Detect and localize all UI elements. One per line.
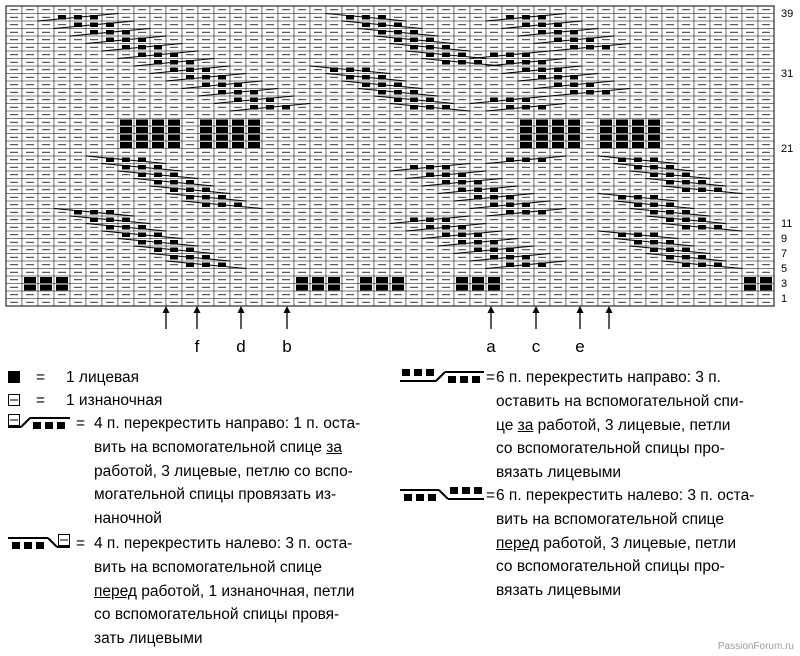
knit-cell	[568, 135, 580, 141]
knit-cell	[328, 277, 340, 283]
knit-cell	[392, 285, 404, 291]
knit-cell	[648, 142, 660, 148]
knit-cell	[520, 120, 532, 126]
row-number-31: 31	[781, 68, 794, 80]
knit-cell	[456, 277, 468, 283]
knit-cell	[648, 120, 660, 126]
knit-cell	[24, 285, 36, 291]
cross-4-left-icon	[8, 534, 70, 554]
knit-cell	[312, 277, 324, 283]
knit-cell	[520, 135, 532, 141]
cross-4-right-icon	[8, 414, 70, 434]
knit-cell	[376, 285, 388, 291]
row-number-39: 39	[781, 8, 794, 20]
knit-cell	[120, 135, 132, 141]
knit-cell	[232, 135, 244, 141]
knit-cell	[536, 120, 548, 126]
legend-cross-4-left-line-3: работой, 1 изнаночная, петли	[136, 582, 355, 600]
knit-cell	[616, 120, 628, 126]
knit-cell	[392, 277, 404, 283]
knit-cell	[232, 127, 244, 133]
row-number-3: 3	[781, 278, 788, 290]
legend-cross-4-right-equals: =	[76, 415, 86, 432]
marker-arrowhead	[606, 306, 613, 313]
knit-cell	[120, 120, 132, 126]
legend-knit	[8, 366, 388, 390]
legend-cross-4-right-line-3: работой, 3 лицевые, петлю со вспо-	[94, 462, 353, 480]
knit-cell	[552, 127, 564, 133]
legend-cross-6-right	[400, 366, 795, 486]
legend-cross-4-right-line-5: наночной	[94, 510, 162, 528]
knit-cell	[120, 142, 132, 148]
knit-cell	[600, 127, 612, 133]
legend-cross-6-right-underlined: за	[517, 416, 534, 434]
knit-cell	[152, 135, 164, 141]
knit-cell	[568, 142, 580, 148]
legend-cross-4-right-line-1: 4 п. перекрестить направо: 1 п. оста-	[94, 415, 361, 432]
legend-knit-equals: =	[36, 369, 46, 386]
knit-cell	[520, 127, 532, 133]
knit-cell	[632, 127, 644, 133]
knit-cell	[600, 120, 612, 126]
knit-cell	[600, 135, 612, 141]
knit-cell	[216, 120, 228, 126]
knit-cell	[168, 120, 180, 126]
knit-cell	[536, 135, 548, 141]
legend-cross-6-left-text	[496, 484, 754, 603]
purl-square-icon	[8, 394, 20, 406]
knit-cell	[472, 277, 484, 283]
knit-cell	[200, 127, 212, 133]
knit-cell	[616, 142, 628, 148]
legend-cross-4-left-equals: =	[76, 535, 86, 552]
legend-cross-4-right-line-4: могательной спицы провязать из-	[94, 486, 337, 504]
row-number-1: 1	[781, 293, 788, 305]
knit-cell	[136, 142, 148, 148]
legend-cross-6-left-line-5: вязать лицевыми	[496, 582, 622, 600]
marker-arrowhead	[163, 306, 170, 313]
cross-6-right-icon	[400, 368, 484, 388]
legend-cross-6-left-underlined: перед	[496, 534, 539, 552]
legend-cross-6-right-prefix: це	[496, 416, 514, 434]
knit-cell	[40, 285, 52, 291]
row-number-7: 7	[781, 248, 788, 260]
legend-cross-4-left-line-1: 4 п. перекрестить налево: 3 п. оста-	[94, 535, 353, 552]
legend-cross-4-right-text	[94, 412, 360, 531]
knit-cell	[152, 142, 164, 148]
knit-cell	[216, 135, 228, 141]
row-number-5: 5	[781, 263, 788, 275]
knit-cell	[456, 285, 468, 291]
legend-cross-4-left-line-4: со вспомогательной спицы провя-	[94, 606, 340, 624]
knit-cell	[360, 277, 372, 283]
legend-cross-4-right-line-2: вить на вспомогательной спице	[94, 438, 327, 456]
knit-cell	[520, 142, 532, 148]
knit-cell	[760, 285, 772, 291]
knit-cell	[536, 127, 548, 133]
knit-cell	[552, 120, 564, 126]
legend-cross-6-left-line-2: вить на вспомогательной спице	[496, 510, 724, 528]
marker-arrowhead	[194, 306, 201, 313]
knit-cell	[216, 127, 228, 133]
legend-cross-6-left-line-1: 6 п. перекрестить налево: 3 п. оста-	[496, 487, 755, 504]
marker-arrowhead	[488, 306, 495, 313]
knit-cell	[152, 120, 164, 126]
knit-cell	[248, 127, 260, 133]
column-letter-e: e	[575, 337, 585, 356]
column-letter-f: f	[194, 337, 200, 356]
legend-cross-4-left-line-2: вить на вспомогательной спице	[94, 558, 322, 576]
knit-cell	[312, 285, 324, 291]
column-letter-a: a	[486, 337, 496, 356]
knit-cell	[360, 285, 372, 291]
knit-cell	[232, 142, 244, 148]
legend-purl-equals: =	[36, 392, 46, 409]
knit-cell	[24, 277, 36, 283]
knit-cell	[56, 285, 68, 291]
knit-cell	[472, 285, 484, 291]
legend-cross-6-right-line-5: вязать лицевыми	[496, 464, 622, 482]
knit-cell	[760, 277, 772, 283]
knit-cell	[568, 127, 580, 133]
knit-cell	[248, 120, 260, 126]
column-letter-b: b	[282, 337, 292, 356]
legend-cross-6-left	[400, 484, 795, 608]
knit-cell	[232, 120, 244, 126]
column-letter-d: d	[236, 337, 246, 356]
legend-cross-6-right-text	[496, 366, 744, 485]
row-number-21: 21	[781, 143, 794, 155]
knit-cell	[744, 285, 756, 291]
knit-cell	[616, 127, 628, 133]
marker-arrowhead	[284, 306, 291, 313]
legend-cross-6-left-line-3: работой, 3 лицевые, петли	[538, 534, 737, 552]
legend-cross-6-right-equals: =	[486, 369, 496, 386]
legend-cross-4-left	[8, 532, 398, 656]
legend-cross-6-right-line-3: работой, 3 лицевые, петли	[533, 416, 731, 434]
knit-cell	[136, 120, 148, 126]
knit-cell	[632, 142, 644, 148]
knit-cell	[616, 135, 628, 141]
marker-arrowhead	[577, 306, 584, 313]
column-letter-c: c	[531, 337, 541, 356]
knit-cell	[200, 135, 212, 141]
legend-cross-6-right-line-1: 6 п. перекрестить направо: 3 п.	[496, 369, 721, 386]
knit-cell	[648, 135, 660, 141]
watermark: PassionForum.ru	[717, 641, 794, 652]
knit-cell	[600, 142, 612, 148]
knit-cell	[168, 135, 180, 141]
knit-cell	[216, 142, 228, 148]
knit-cell	[376, 277, 388, 283]
knit-cell	[488, 277, 500, 283]
knit-cell	[296, 285, 308, 291]
legend-cross-6-left-line-4: со вспомогательной спицы про-	[496, 558, 725, 576]
knit-cell	[632, 135, 644, 141]
legend-cross-6-right-line-4: со вспомогательной спицы про-	[496, 440, 725, 458]
knit-cell	[248, 142, 260, 148]
marker-arrowhead	[533, 306, 540, 313]
row-number-11: 11	[781, 218, 793, 230]
knit-cell	[248, 135, 260, 141]
knit-cell	[56, 277, 68, 283]
cross-6-left-icon	[400, 486, 484, 506]
legend-cross-4-left-text	[94, 532, 354, 651]
legend-cross-6-right-line-2: оставить на вспомогательной спи-	[496, 392, 744, 410]
knit-cell	[136, 127, 148, 133]
knit-cell	[200, 120, 212, 126]
legend-cross-4-right-underlined: за	[326, 438, 343, 456]
legend-purl	[8, 389, 388, 413]
knit-cell	[488, 285, 500, 291]
knit-cell	[40, 277, 52, 283]
knit-cell	[536, 142, 548, 148]
knit-cell	[552, 135, 564, 141]
knit-cell	[136, 135, 148, 141]
legend-cross-4-left-underlined: перед	[94, 582, 137, 600]
knit-square-icon	[8, 371, 20, 383]
legend-cross-6-left-equals: =	[486, 487, 496, 504]
legend-knit-text: 1 лицевая	[66, 369, 140, 386]
knit-cell	[328, 285, 340, 291]
knit-cell	[296, 277, 308, 283]
knit-cell	[568, 120, 580, 126]
legend-cross-4-right	[8, 412, 398, 532]
knit-cell	[200, 142, 212, 148]
legend-cross-4-left-line-5: зать лицевыми	[94, 630, 203, 648]
legend-purl-text: 1 изнаночная	[66, 392, 163, 409]
knit-cell	[744, 277, 756, 283]
knit-cell	[120, 127, 132, 133]
knit-cell	[168, 142, 180, 148]
knit-cell	[168, 127, 180, 133]
knit-cell	[632, 120, 644, 126]
marker-arrowhead	[238, 306, 245, 313]
row-number-9: 9	[781, 233, 788, 245]
knit-cell	[552, 142, 564, 148]
knit-cell	[152, 127, 164, 133]
knit-cell	[648, 127, 660, 133]
